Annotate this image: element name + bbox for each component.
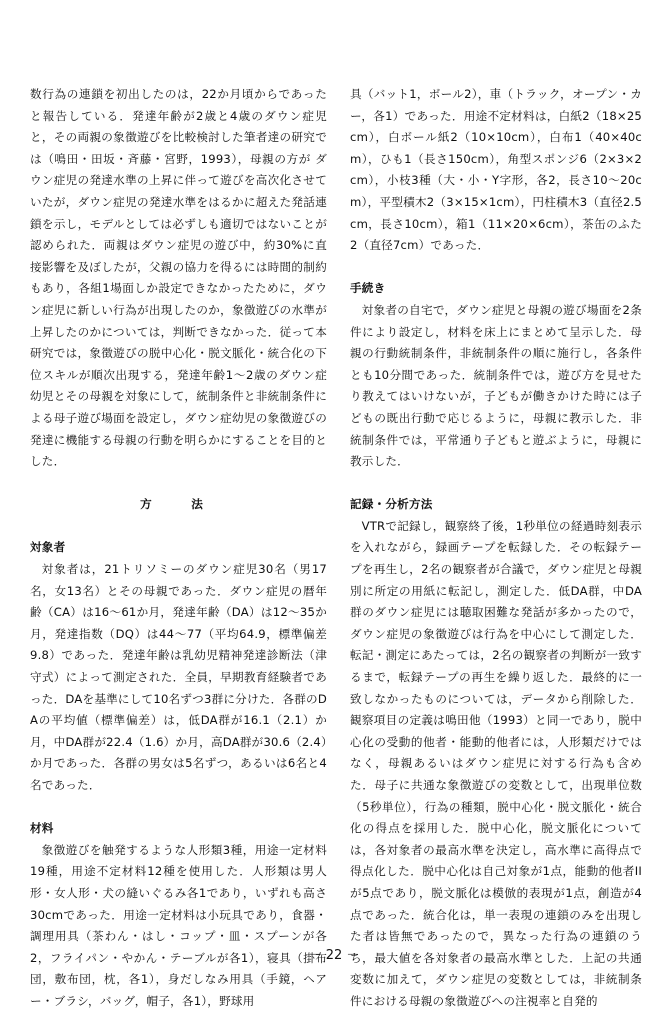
- materials-paragraph: 象徴遊びを触発するような人形類3種，用途一定材料19種，用途不定材料12種を使用した．人形類は男人形・女人形・犬の縫いぐるみ各1であり，いずれも高さ30cmであった．用途一定材料は小玩具であり，食器・調理用具（茶わん・はし・コップ・皿・スプーンが各2，フライパン・やかん・テーブルが各1），寝具（掛布団，敷布団，枕，各1），身だしなみ用具（手鏡，ヘアー・ブラシ，バッグ，帽子，各1），野球用: [30, 842, 327, 1008]
- materials-continued-paragraph: 具（バット1，ボール2），車（トラック，オープン・カー，各1）であった．用途不定材料は，白紙2（18×25cm），白ボール紙2（10×10cm），白布1（40×40cm），ひも1（長さ150cm），角型スポンジ6（2×3×2cm），小枝3種（大・小・Y字形，各2，長さ10～20cm），平型積木2（3×15×1cm），円柱積木3（直径2.5cm，長さ10cm），箱1（11×20×6cm），茶缶のふた2（直径7cm）であった．: [350, 87, 642, 253]
- left-column: [30, 84, 327, 1013]
- methods-heading: 方 法: [140, 497, 217, 512]
- right-column: [350, 84, 642, 1013]
- procedure-paragraph: 対象者の自宅で，ダウン症児と母親の遊び場面を2条件により設定し，材料を床上にまとめて呈示した．母親の行動統制条件，非統制条件の順に施行し，各条件とも10分間であった．統制条件では，遊び方を見せたり教えてはいけないが，子どもが働きかけた時には子どもの既出行動で応じるように，母親に教示した．非統制条件では，平常通り子どもと遊ぶように，母親に教示した．: [350, 302, 642, 469]
- procedure-heading: 手続き: [350, 281, 386, 296]
- intro-paragraph: 数行為の連鎖を初出したのは，22か月頃からであったと報告している．発達年齢が2歳と4歳のダウン症児と，その両親の象徴遊びを比較検討した筆者達の研究では（鳴田・田坂・斉藤・宮野，1993），母親の方が ダウン症児の発達水準の上昇に伴って遊びを高次化させていたが，ダウン症児の発達水準をはるかに超えた発話連鎖を示し，モデルとしては必ずしも適切ではないことが認められた．両親はダウン症児の遊び中，約30%に直接影響を及ぼしたが，父親の協力を得るには時間的制約もあり，各組1場面しか設定できなかったために，ダウン症児に新しい行為が出現したのか，象徴遊びの水準が上昇したのかについては，判断できなかった．従って本研究では，象徴遊びの脱中心化・脱文脈化・統合化の下位スキルが順次出現する，発達年齢1～2歳のダウン症幼児とその母親を対象にして，統制条件と非統制条件による母子遊び場面を設定し，ダウン症幼児の象徴遊びの発達に機能する母親の行動を明らかにすることを目的とした．: [30, 87, 327, 469]
- subjects-heading: 対象者: [30, 540, 66, 555]
- materials-heading: 材料: [30, 821, 54, 836]
- page-number: － 22 －: [308, 948, 360, 963]
- subjects-paragraph: 対象者は，21トリソミーのダウン症児30名（男17名，女13名）とその母親であった．ダウン症児の暦年齢（CA）は16～61か月，発達年齢（DA）は12～35か月，発達指数（DQ）は44～77（平均64.9，標準偏差9.8）であった．発達年齢は乳幼児精神発達診断法（津守式）によって測定された．全員，早期教育経験者であった．DAを基準にして10名ずつ3群に分けた．各群のDAの平均値（標準偏差）は，低DA群が16.1（2.1）か月，中DA群が22.4（1.6）か月，高DA群が30.6（2.4）か月であった．各群の男女は5名ずつ，あるいは6名と4名であった．: [30, 562, 327, 792]
- recording-analysis-paragraph: VTRで記録し，観察終了後，1秒単位の経過時刻表示を入れながら，録画テープを転録した．その転録テープを再生し，2名の観察者が合議で，ダウン症児と母親別に所定の用紙に転記し，測定した．低DA群，中DA群のダウン症児には聴取困難な発話が多かったので，ダウン症児の象徴遊びは行為を中心にして測定した．転記・測定にあたっては，2名の観察者の判断が一致するまで，転録テープの再生を繰り返した．最終的に一致しなかったものについては，データから削除した．観察項目の定義は鳴田他（1993）と同一であり，脱中心化の受動的他者・能動的他者には，人形類だけではなく，母親あるいはダウン症児に対する行為も含めた．母子に共通な象徴遊びの変数として，出現単位数（5秒単位），行為の種類，脱中心化・脱文脈化・統合化の得点を採用した．脱中心化，脱文脈化については，各対象者の最高水準を決定し，高水準に高得点で得点化した．脱中心化は自己対象が1点，能動的他者IIが5点であり，脱文脈化は模倣的表現が1点，創造が4点であった．統合化は，単一表現の連鎖のみを出現した者は皆無であったので，異なった行為の連鎖のうち，最大値を各対象者の最高水準とした．上記の共通変数に加えて，ダウン症児の変数としては，非統制条件における母親の象徴遊びへの注視率と自発的: [350, 518, 642, 1008]
- recording-analysis-heading: 記録・分析方法: [350, 497, 433, 512]
